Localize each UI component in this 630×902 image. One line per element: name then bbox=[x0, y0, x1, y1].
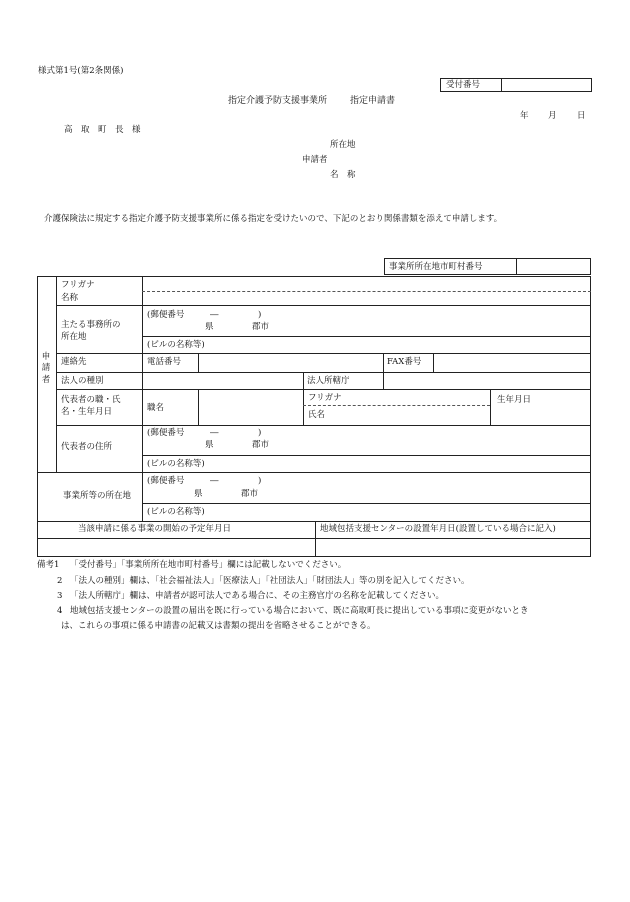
phone-label: 電話番号 bbox=[147, 357, 182, 367]
note-text-4-cont: は、これらの事項に係る申請書の記載又は書類の提出を省略させることができる。 bbox=[61, 621, 376, 631]
main-office-pref: 県 bbox=[205, 322, 214, 332]
center-date-label: 地域包括支援センターの設置年月日(設置している場合に記入) bbox=[320, 524, 556, 534]
main-office-postal: (郵便番号 bbox=[147, 310, 185, 320]
office-address-pref: 県 bbox=[194, 489, 203, 499]
date-year: 年 bbox=[520, 111, 529, 121]
fax-label: FAX番号 bbox=[387, 357, 422, 367]
rep-address-pref: 県 bbox=[205, 440, 214, 450]
position-label: 職名 bbox=[147, 403, 165, 413]
note-num-2: 2 bbox=[57, 576, 63, 586]
main-office-city: 郡市 bbox=[252, 322, 270, 332]
applicant-label: 申請者 bbox=[302, 155, 328, 165]
addressee: 高 取 町 長 様 bbox=[64, 125, 141, 135]
applicant-side-label: 申 請 者 bbox=[41, 352, 51, 385]
reception-number-label: 受付番号 bbox=[446, 80, 481, 90]
rep-furigana-label: フリガナ bbox=[308, 393, 342, 403]
dash: ― bbox=[210, 476, 219, 486]
applicant-location-label: 所在地 bbox=[330, 140, 356, 150]
office-address-postal: (郵便番号 bbox=[147, 476, 185, 486]
office-address-building: (ビルの名称等) bbox=[147, 507, 205, 517]
declaration-text: 介護保険法に規定する指定介護予防支援事業所に係る指定を受けたいので、下記のとおり関係書類を添えて申請します。 bbox=[44, 214, 503, 224]
rep-address-city: 郡市 bbox=[252, 440, 270, 450]
rep-title-label-2: 名・生年月日 bbox=[61, 407, 113, 417]
paren-close: ) bbox=[258, 428, 262, 438]
start-date-label: 当該申請に係る事業の開始の予定年月日 bbox=[78, 524, 232, 534]
rep-address-label: 代表者の住所 bbox=[61, 442, 113, 452]
office-code-label: 事業所所在地市町村番号 bbox=[389, 262, 483, 272]
main-office-building: (ビルの名称等) bbox=[147, 340, 205, 350]
note-num-4: 4 bbox=[57, 606, 63, 616]
note-text-3: 「法人所轄庁」欄は、申請者が認可法人である場合に、その主務官庁の名称を記載してください。 bbox=[70, 591, 445, 601]
office-address-city: 郡市 bbox=[241, 489, 259, 499]
applicant-name-label: 名 称 bbox=[330, 170, 356, 180]
furigana-label: フリガナ bbox=[61, 280, 95, 290]
office-address-label: 事業所等の所在地 bbox=[63, 491, 132, 501]
date-month: 月 bbox=[548, 111, 557, 121]
title-application: 指定申請書 bbox=[350, 96, 396, 106]
note-num-3: 3 bbox=[57, 591, 63, 601]
birth-label: 生年月日 bbox=[497, 395, 532, 405]
corp-type-label: 法人の種別 bbox=[61, 376, 104, 386]
dash: ― bbox=[210, 428, 219, 438]
corp-agency-label: 法人所轄庁 bbox=[307, 376, 350, 386]
paren-close: ) bbox=[258, 476, 262, 486]
date-day: 日 bbox=[577, 111, 586, 121]
form-number: 様式第1号(第2条関係) bbox=[38, 66, 124, 76]
title-office: 指定介護予防支援事業所 bbox=[228, 96, 328, 106]
main-office-label-2: 所在地 bbox=[61, 332, 87, 342]
main-office-label-1: 主たる事務所の bbox=[61, 320, 121, 330]
note-text-4: 地域包括支援センターの設置の届出を既に行っている場合において、既に高取町長に提出している事項に変更がないとき bbox=[70, 606, 529, 616]
note-num-1: 備考1 bbox=[37, 560, 60, 570]
rep-name-label: 氏名 bbox=[308, 410, 326, 420]
rep-address-building: (ビルの名称等) bbox=[147, 459, 205, 469]
center-date-field[interactable] bbox=[322, 542, 584, 554]
rep-title-label-1: 代表者の職・氏 bbox=[61, 395, 121, 405]
paren-close: ) bbox=[258, 310, 262, 320]
contact-label: 連絡先 bbox=[61, 357, 87, 367]
note-text-1: 「受付番号」「事業所所在地市町村番号」欄には記載しないでください。 bbox=[70, 560, 347, 570]
start-date-field[interactable] bbox=[45, 542, 307, 554]
name-label: 名称 bbox=[61, 293, 79, 303]
name-field[interactable] bbox=[150, 293, 580, 303]
rep-address-postal: (郵便番号 bbox=[147, 428, 185, 438]
dash: ― bbox=[210, 310, 219, 320]
note-text-2: 「法人の種別」欄は、「社会福祉法人」「医療法人」「社団法人」「財団法人」等の別を記入してください。 bbox=[70, 576, 470, 586]
